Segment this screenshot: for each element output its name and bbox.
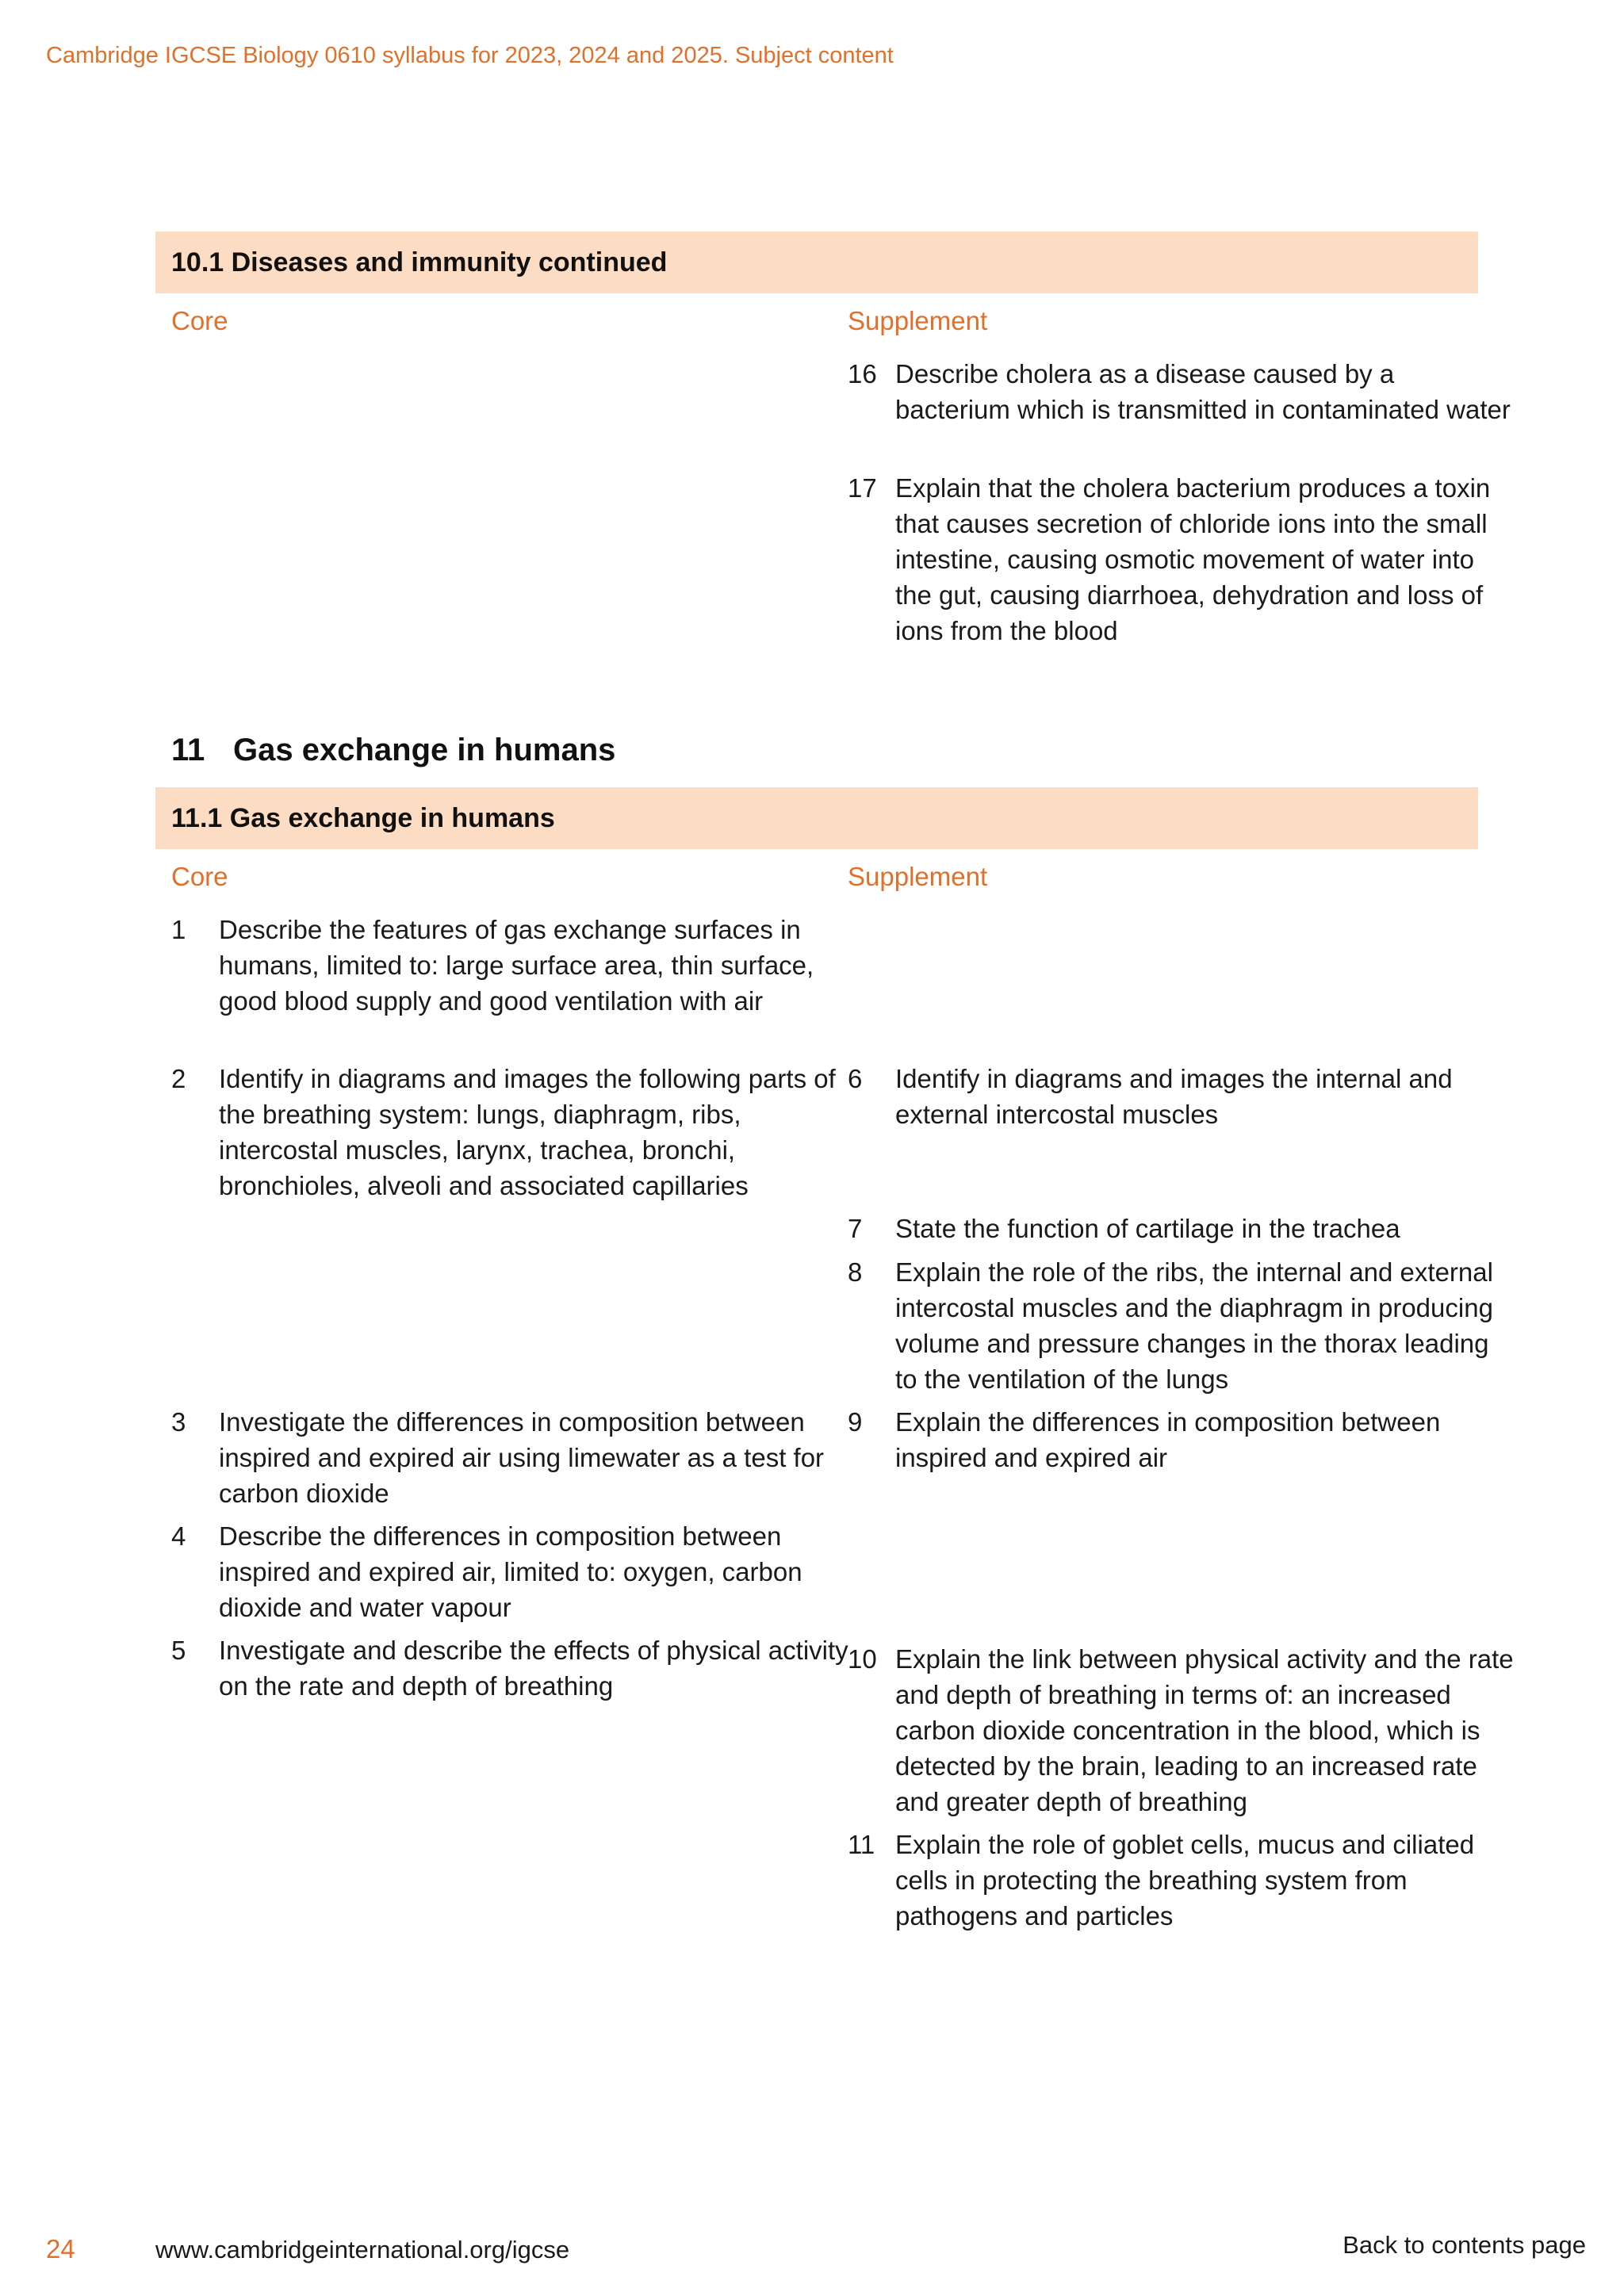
section-number: 11 [171,733,205,767]
item-number: 2 [171,1064,186,1093]
item-number: 1 [171,915,186,944]
item-number: 10 [848,1644,877,1674]
item-text: Identify in diagrams and images the following parts of the breathing system: lungs, diaphragm, ribs, intercostal muscles, larynx, trachea, bronchi, bronchioles, alveoli and associated capillaries [219,1064,836,1200]
item-text: Explain the link between physical activity and the rate and depth of breathing in terms of: an increased carbon dioxide concentration in the blood, which is detected by the brain, leading to an increased rate and greater depth of breathing [895,1644,1514,1816]
item-text: Describe the differences in composition between inspired and expired air, limited to: oxygen, carbon dioxide and water vapour [219,1521,802,1622]
item-text: State the function of cartilage in the trachea [895,1214,1400,1243]
item-text: Investigate and describe the effects of physical activity on the rate and depth of breathing [219,1636,848,1701]
footer-url: www.cambridgeinternational.org/igcse [155,2236,570,2263]
core-column-label-11-1: Core [171,862,228,891]
item-text: Explain the role of goblet cells, mucus and ciliated cells in protecting the breathing system from pathogens and particles [895,1830,1475,1931]
item-text: Explain the differences in composition between inspired and expired air [895,1407,1441,1472]
section-11-1-band: 11.1 Gas exchange in humans [155,787,1478,849]
section-title: Gas exchange in humans [233,733,616,767]
item-text: Explain that the cholera bacterium produces a toxin that causes secretion of chloride ions into the small intestine, causing osmotic movement of water into the gut, causing diarrhoea, dehydration and loss of ions from the blood [895,473,1491,645]
item-number: 7 [848,1214,863,1243]
back-to-contents-link[interactable]: Back to contents page [1342,2231,1586,2259]
item-number: 4 [171,1521,186,1551]
item-number: 8 [848,1257,863,1287]
running-header: Cambridge IGCSE Biology 0610 syllabus for 2023, 2024 and 2025. Subject content [46,43,894,68]
item-text: Identify in diagrams and images the internal and external intercostal muscles [895,1064,1453,1129]
item-text: Describe cholera as a disease caused by a bacterium which is transmitted in contaminated water [895,359,1511,424]
item-number: 11 [848,1830,875,1859]
item-text: Investigate the differences in composition between inspired and expired air using limewater as a test for carbon dioxide [219,1407,825,1508]
item-number: 16 [848,359,877,388]
item-number: 6 [848,1064,863,1093]
section-10-1-band: 10.1 Diseases and immunity continued [155,232,1478,293]
page-number: 24 [46,2234,75,2263]
item-number: 9 [848,1407,863,1437]
item-number: 5 [171,1636,186,1665]
section-11-heading [171,733,615,768]
supplement-column-label-10-1: Supplement [848,306,988,335]
item-text: Explain the role of the ribs, the internal and external intercostal muscles and the diaphragm in producing volume and pressure changes in the thorax leading to the ventilation of the lungs [895,1257,1493,1394]
item-number: 17 [848,473,877,503]
item-text: Describe the features of gas exchange surfaces in humans, limited to: large surface area, thin surface, good blood supply and good ventilation with air [219,915,814,1016]
item-number: 3 [171,1407,186,1437]
core-column-label-10-1: Core [171,306,228,335]
supplement-column-label-11-1: Supplement [848,862,988,891]
